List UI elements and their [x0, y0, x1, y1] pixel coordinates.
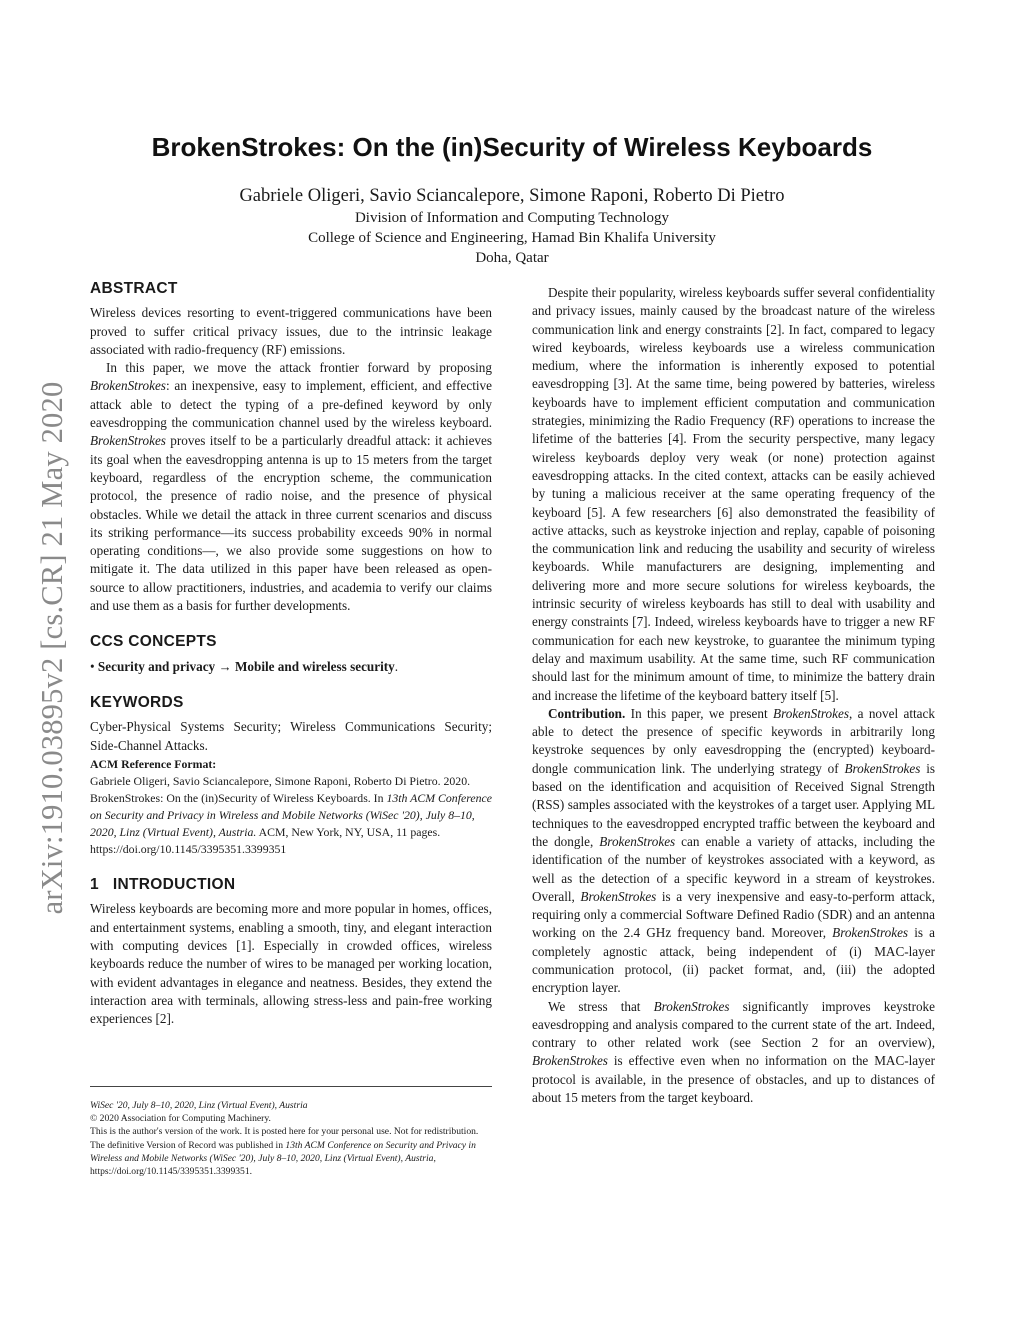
right-column — [532, 284, 935, 1107]
affiliation-location: Doha, Qatar — [475, 250, 549, 266]
copyright-footnote — [90, 1086, 492, 1178]
left-column — [90, 280, 492, 1029]
ccs-concept-line: • Security and privacy → Mobile and wireless security. — [90, 658, 399, 674]
ccs-concepts-heading: CCS CONCEPTS — [90, 633, 217, 651]
introduction-heading: 1 INTRODUCTION — [90, 876, 236, 894]
introduction-paragraph-1: Wireless keyboards are becoming more and more popular in homes, offices, and entertainment systems, enabling a smooth, tiny, and elegant interaction with computing devices [1]. Especially in crowded offices, wireless keyboards reduce the number of wires to be managed per working location, with evident advantages in elegance and neatness. Besides, they extend the interaction area with terminals, allowing stress-less and pain-free working experiences [2]. — [90, 901, 492, 1027]
affiliation-division: Division of Information and Computing Technology — [354, 210, 670, 226]
paper-title: BrokenStrokes: On the (in)Security of Wireless Keyboards — [151, 132, 873, 162]
arxiv-identifier: arXiv:1910.03895v2 [cs.CR] 21 May 2020 — [35, 381, 69, 915]
intro-paragraph-4: We stress that BrokenStrokes significantly improves keystroke eavesdropping and analysis compared to the current state of the art. Indeed, contrary to other related work (see Section 2 for an overview), BrokenStrokes is effective even when no information on the MAC-layer protocol is available, in the presence of obstacles, and up to distances of about 15 meters from the target keyboard. — [532, 998, 935, 1106]
footnote-venue: WiSec '20, July 8–10, 2020, Linz (Virtual Event), Austria — [90, 1100, 308, 1111]
abstract-paragraph-1: Wireless devices resorting to event-triggered communications have been proved to suffer critical privacy issues, due to the intrinsic leakage associated with radio-frequency (RF) emissions. — [90, 305, 492, 357]
abstract-heading: ABSTRACT — [90, 280, 178, 297]
footnote-copyright: © 2020 Association for Computing Machinery. — [90, 1113, 271, 1125]
acm-reference-text: Gabriele Oligeri, Savio Sciancalepore, Simone Raponi, Roberto Di Pietro. 2020. BrokenStrokes: On the (in)Security of Wireless Keyboards. In 13th ACM Conference on Security and Privacy in Wireless and Mobile Networks (WiSec '20), July 8–10, 2020, Linz (Virtual Event), Austria. ACM, New York, NY, USA, 11 pages. https://doi.org/10.1145/3395351.3399351 — [90, 774, 492, 857]
abstract-paragraph-2: In this paper, we move the attack frontier forward by proposing BrokenStrokes: an inexpensive, easy to implement, efficient, and effective attack able to detect the typing of a pre-defined keyword by only eavesdropping the communication channel used by the wireless keyboard. BrokenStrokes proves itself to be a particularly dreadful attack: it achieves its goal when the eavesdropping antenna is up to 15 meters from the target keyboard, regardless of the encryption scheme, the communication protocol, the presence of radio noise, and the presence of physical obstacles. While we detail the attack in three current scenarios and discuss its striking performance—its success probability exceeds 90% in normal operating conditions—, we also provide some suggestions on how to mitigate it. The data utilized in this paper have been released as open-source to allow practitioners, industries, and academia to verify our claims and use them as a basis for further developments. — [90, 360, 492, 614]
keywords-text: Cyber-Physical Systems Security; Wireless Communications Security; Side-Channel Attacks. — [90, 719, 492, 753]
intro-paragraph-2: Despite their popularity, wireless keyboards suffer several confidentiality and privacy issues, mainly caused by the broadcast nature of the wireless communication link and energy constraints [2]. In fact, compared to legacy wired keyboards, wireless keyboards use a wireless communication medium, where the information is inherently exposed to potential eavesdropping [3]. At the same time, being powered by batteries, wireless keyboards have to implement efficient computation and communication strategies, minimizing the Radio Frequency (RF) operations to increase the lifetime of the batteries [4]. From the security perspective, many legacy wireless keyboards deploy very weak (or none) protection against eavesdropping attacks. In the cited context, attacks can be easily achieved by tuning a malicious receiver at the same operating frequency of the keyboard [5]. A few researchers [6] also demonstrated the feasibility of active attacks, such as keystroke injection and replay, capable of poisoning the communication link and reducing the usability and security of wireless keyboards. While manufacturers are designing, implementing and delivering more and more secure solutions for wireless keyboards, the intrinsic security of wireless keyboards has still to deal with usability and energy constraints [7]. Indeed, wireless keyboards have to trigger a new RF communication for each new keystroke, to guarantee the minimum typing delay and maximum usability. At the same time, such RF communication should last for the minimum amount of time, to minimize the battery drain and increase the lifetime of the keyboard battery itself [5]. — [532, 285, 935, 703]
author-list: Gabriele Oligeri, Savio Sciancalepore, Simone Raponi, Roberto Di Pietro — [239, 186, 785, 206]
acm-reference-heading: ACM Reference Format: — [90, 756, 217, 771]
contribution-paragraph: Contribution. In this paper, we present BrokenStrokes, a novel attack able to detect the presence of specific keywords in arbitrarily long keystroke sequences by only eavesdropping the (encrypted) keyboard-dongle communication link. The underlying strategy of BrokenStrokes is based on the identification and acquisition of Received Signal Strength (RSS) samples associated with the keystrokes of a target user. Applying ML techniques to the eavesdropped encrypted traffic between the keyboard and the dongle, BrokenStrokes can enable a variety of attacks, including the identification of the number of keystrokes associated with a keyword, as well as the detection of a specific keyword in a stream of keystrokes. Overall, BrokenStrokes is a very inexpensive and easy-to-perform attack, requiring only a commercial Software Defined Radio (SDR) and an antenna working on the 2.4 GHz frequency band. Moreover, BrokenStrokes is a completely agnostic attack, being independent of (i) MAC-layer communication protocol, (ii) packet format, and, (iii) the adopted encryption layer. — [532, 705, 936, 996]
keywords-heading: KEYWORDS — [90, 693, 184, 711]
footnote-note: This is the author's version of the work. It is posted here for your personal use. Not for redistribution. The definitive Version of Record was published in 13th ACM Conference on Security and Privacy in Wireless and Mobile Networks (WiSec '20), July 8–10, 2020, Linz (Virtual Event), Austria, https://doi.org/10.1145/3395351.3399351. — [90, 1126, 479, 1178]
affiliation-college: College of Science and Engineering, Hamad Bin Khalifa University — [308, 230, 716, 246]
